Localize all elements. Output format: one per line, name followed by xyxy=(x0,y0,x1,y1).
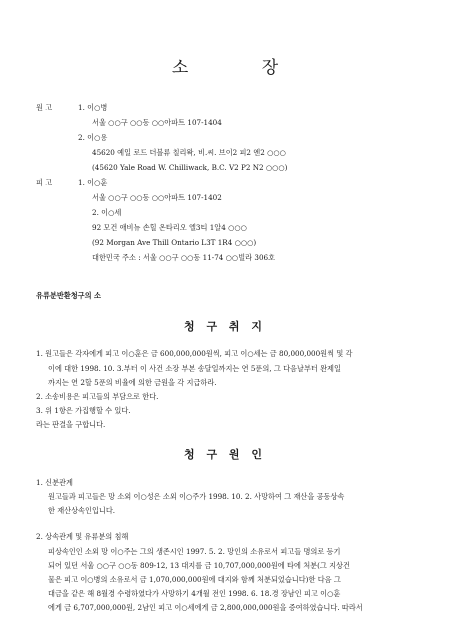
claim-heading: 청 구 취 지 xyxy=(184,320,266,333)
defendant-2-name: 2. 이○세 xyxy=(92,208,122,217)
plaintiff-label: 원 고 xyxy=(36,103,53,112)
defendant-1-name: 1. 이○훈 xyxy=(78,178,108,187)
cause-heading: 청 구 원 인 xyxy=(184,448,266,461)
plaintiff-2-address-en: (45620 Yale Road W. Chilliwack, B.C. V2 P2 N2 ○○○) xyxy=(92,163,288,172)
section-1-title: 1. 신분관계 xyxy=(36,478,73,487)
plaintiff-1-address: 서울 ○○구 ○○동 ○○아파트 107-1404 xyxy=(92,118,222,127)
claim-line-6: 라는 판결을 구합니다. xyxy=(36,420,106,429)
case-name: 유류분반환청구의 소 xyxy=(36,291,101,300)
section-1-line-1: 원고들과 피고들은 망 소외 이○성은 소외 이○주가 1998. 10. 2. 사망하여 그 재산을 공동상속 xyxy=(48,492,345,501)
claim-line-1: 1. 원고들은 각자에게 피고 이○훈은 금 600,000,000원씩, 피고 이○세는 금 80,000,000원씩 및 각 xyxy=(36,349,353,358)
claim-line-2: 이에 대한 1998. 10. 3.부터 이 사건 소장 부본 송달일까지는 연 5푼의, 그 다음날부터 완제일 xyxy=(48,364,341,373)
section-2-line-2: 되어 있던 서울 ○○구 ○○동 809-12, 13 대지를 금 10,707,000,000원에 타에 처분(그 지상건 xyxy=(48,561,350,570)
plaintiff-2-address: 45620 예일 로드 더블류 칠리왁, 비.씨. 브이2 피2 엔2 ○○○ xyxy=(92,148,286,157)
defendant-1-address: 서울 ○○구 ○○동 ○○아파트 107-1402 xyxy=(92,193,222,202)
claim-line-5: 3. 위 1항은 가집행할 수 있다. xyxy=(36,406,131,415)
plaintiff-2-name: 2. 이○용 xyxy=(78,133,108,142)
claim-line-3: 까지는 연 2할 5푼의 비율에 의한 금원을 각 지급하라. xyxy=(48,378,217,387)
section-2-line-5: 에게 금 6,707,000,000원, 2남인 피고 이○세에게 금 2,800,000,000원을 증여하였습니다. 따라서 xyxy=(48,603,363,612)
defendant-2-address-kr: 대한민국 주소 : 서울 ○○구 ○○동 11-74 ○○빌라 306호 xyxy=(92,253,276,262)
defendant-2-address: 92 모건 애비뉴 손힐 온타리오 엘3티 1알4 ○○○ xyxy=(92,223,247,232)
defendant-label: 피 고 xyxy=(36,178,53,187)
section-1-line-2: 한 재산상속인입니다. xyxy=(48,506,116,515)
section-2-line-4: 대금을 같은 해 8월경 수령하였다가 사망하기 4개월 전인 1998. 6. 18.경 장남인 피고 이○훈 xyxy=(48,589,341,598)
section-2-line-1: 피상속인인 소외 망 이○주는 그의 생존시인 1997. 5. 2. 망인의 소유로서 피고들 명의로 등기 xyxy=(48,547,341,556)
defendant-2-address-en: (92 Morgan Ave Thill Ontario L3T 1R4 ○○○) xyxy=(92,238,257,247)
plaintiff-1-name: 1. 이○병 xyxy=(78,103,108,112)
section-2-title: 2. 상속관계 및 유류분의 침해 xyxy=(36,532,129,541)
section-2-line-3: 물은 피고 이○병의 소유로서 금 1,070,000,000원에 대지와 함께 처분되었습니다)한 다음 그 xyxy=(48,575,341,584)
page-title: 소 장 xyxy=(171,58,313,78)
claim-line-4: 2. 소송비용은 피고들의 부담으로 한다. xyxy=(36,392,159,401)
